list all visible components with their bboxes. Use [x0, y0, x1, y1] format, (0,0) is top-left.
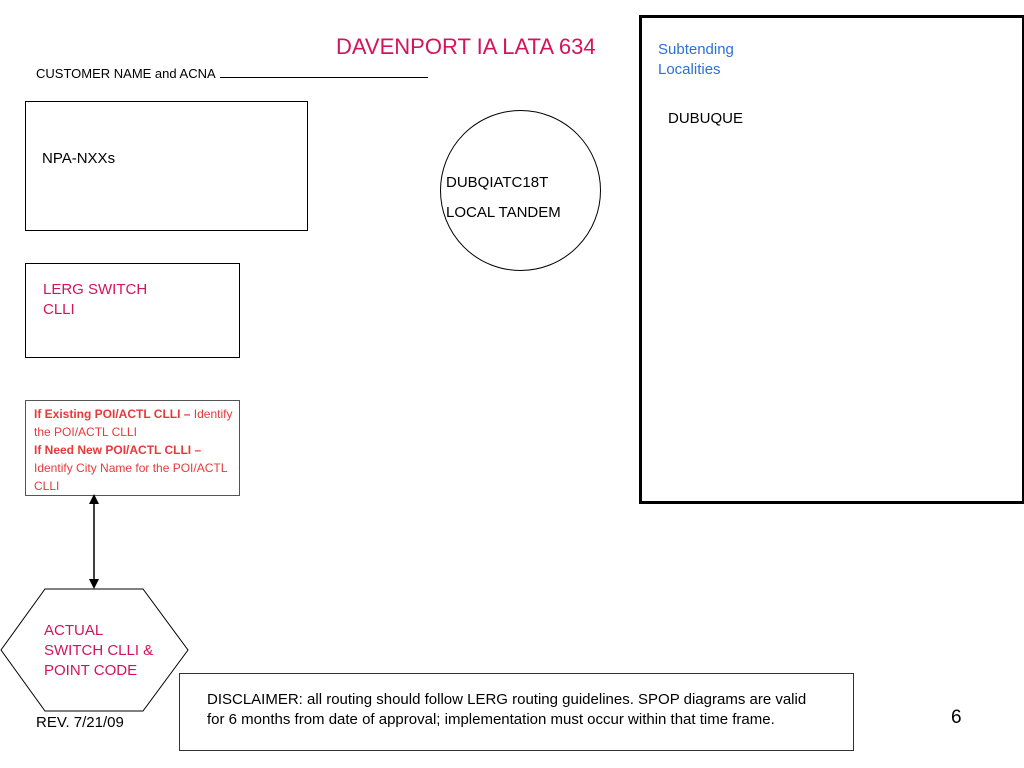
- subtending-localities-title: [658, 40, 778, 80]
- subtending-localities-box: [639, 15, 1024, 504]
- npa-nxx-label: NPA-NXXs: [42, 150, 116, 167]
- poi-new-text: Identify City Name for the POI/ACTL CLLI: [34, 461, 227, 493]
- poi-existing-text: Identify the POI/ACTL CLLI: [34, 407, 233, 439]
- customer-name-label: CUSTOMER NAME and ACNA: [36, 66, 216, 81]
- page-title: DAVENPORT IA LATA 634: [336, 34, 596, 59]
- subtending-title-line2: Localities: [658, 61, 721, 78]
- poi-existing-heading: If Existing POI/ACTL CLLI –: [34, 407, 191, 421]
- tandem-clli-label: DUBQIATC18T: [446, 174, 549, 191]
- tandem-type-label: LOCAL TANDEM: [446, 204, 561, 221]
- page-number: 6: [951, 707, 962, 728]
- revision-label: REV. 7/21/09: [36, 714, 124, 731]
- actual-switch-line2: SWITCH CLLI &: [44, 642, 154, 659]
- bidirectional-arrow: [84, 494, 104, 590]
- actual-switch-line1: ACTUAL: [44, 622, 104, 639]
- poi-new-heading: If Need New POI/ACTL CLLI –: [34, 443, 202, 457]
- subtending-locality-item: DUBUQUE: [668, 110, 744, 127]
- subtending-title-line1: Subtending: [658, 41, 734, 58]
- disclaimer-text: DISCLAIMER: all routing should follow LERG routing guidelines. SPOP diagrams are valid for 6 months from date of approval; implementation must occur within that time frame.: [207, 691, 807, 728]
- actual-switch-line3: POINT CODE: [44, 662, 138, 679]
- customer-name-field: [36, 66, 428, 81]
- lerg-switch-label: [43, 280, 193, 320]
- actual-switch-label: [44, 621, 184, 681]
- lerg-switch-label-line2: CLLI: [43, 301, 75, 318]
- lerg-switch-label-line1: LERG SWITCH: [43, 281, 148, 298]
- poi-actl-instructions: [34, 405, 234, 495]
- customer-name-blank-line: [220, 66, 428, 78]
